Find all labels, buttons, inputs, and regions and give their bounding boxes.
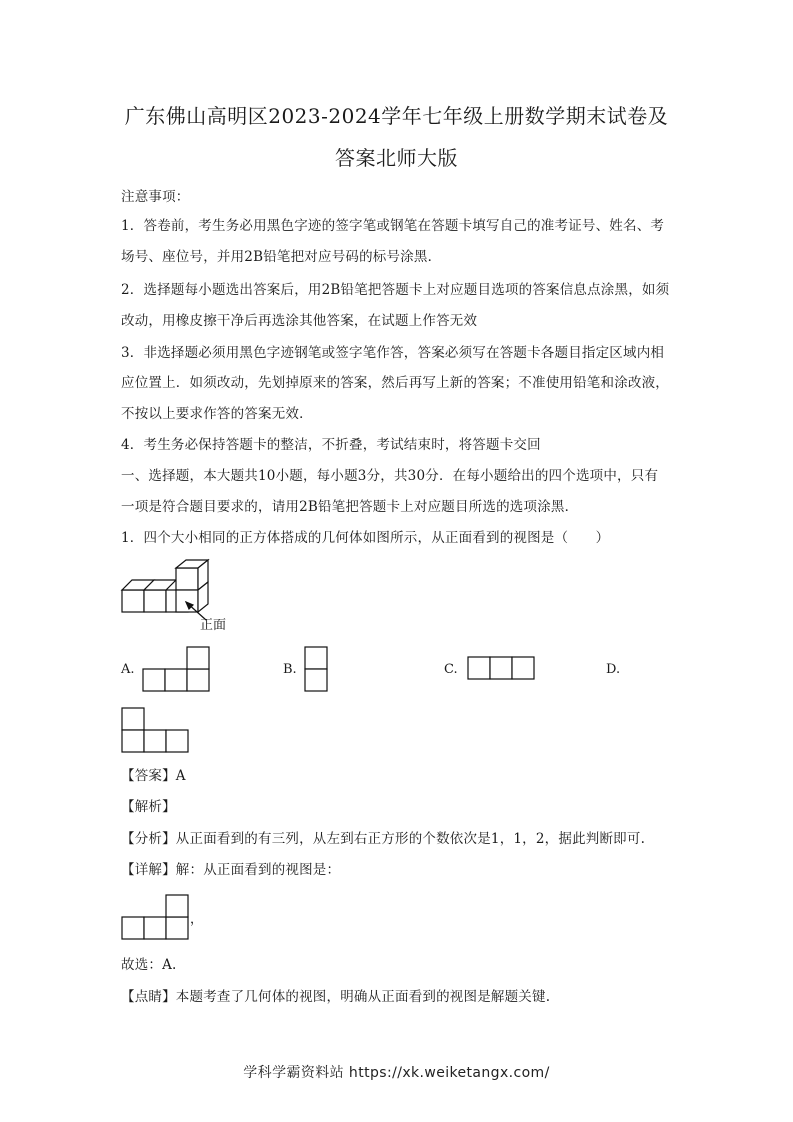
- detail-line: 【详解】解：从正面看到的视图是：: [121, 862, 341, 878]
- comment-line: 【点睛】本题考查了几何体的视图，明确从正面看到的视图是解题关键.: [121, 989, 551, 1005]
- conclusion-line: 故选：A.: [121, 957, 177, 973]
- notice-line-4: 改动，用橡皮擦干净后再选涂其他答案，在试题上作答无效: [121, 313, 478, 329]
- option-d-figure: [120, 706, 192, 754]
- option-c-figure: [466, 655, 538, 683]
- title-line-2: 答案北师大版: [335, 146, 458, 170]
- option-a-figure: [142, 645, 212, 693]
- option-c-label: C.: [444, 662, 458, 677]
- detail-comma: ，: [190, 912, 204, 927]
- analysis-line: 【分析】从正面看到的有三列，从左到右正方形的个数依次是1，1，2，据此判断即可.: [121, 831, 646, 847]
- footer-watermark: 学科学霸资料站 https://xk.weiketangx.com/: [243, 1065, 550, 1081]
- front-label: 正面: [200, 618, 227, 633]
- notice-line-3: 2．选择题每小题选出答案后，用2B铅笔把答题卡上对应题目选项的答案信息点涂黑，如须: [121, 282, 670, 298]
- notice-heading: 注意事项：: [121, 189, 190, 205]
- answer-line: 【答案】A: [121, 768, 186, 784]
- option-b-figure: [303, 645, 331, 693]
- option-d-label: D.: [606, 662, 621, 677]
- analysis-heading: 【解析】: [121, 799, 176, 815]
- notice-line-5: 3．非选择题必须用黑色字迹钢笔或签字笔作答，答案必须写在答题卡各题目指定区域内相: [121, 345, 665, 361]
- notice-line-2: 场号、座位号，并用2B铅笔把对应号码的标号涂黑．: [121, 249, 442, 265]
- section-line-1: 一、选择题，本大题共10小题，每小题3分，共30分．在每小题给出的四个选项中，只有: [121, 468, 659, 484]
- section-line-2: 一项是符合题目要求的，请用2B铅笔把答题卡上对应题目所选的选项涂黑．: [121, 499, 579, 515]
- notice-line-8: 4．考生务必保持答题卡的整洁，不折叠，考试结束时，将答题卡交回: [121, 437, 541, 453]
- notice-line-7: 不按以上要求作答的答案无效．: [121, 406, 313, 422]
- option-a-label: A.: [121, 662, 135, 677]
- notice-line-1: 1．答卷前，考生务必用黑色字迹的签字笔或钢笔在答题卡填写自己的准考证号、姓名、考: [121, 218, 665, 234]
- title-line-1: 广东佛山高明区2023-2024学年七年级上册数学期末试卷及: [124, 104, 669, 128]
- detail-figure: [120, 893, 192, 941]
- option-b-label: B.: [283, 662, 297, 677]
- notice-line-6: 应位置上．如须改动，先划掉原来的答案，然后再写上新的答案；不准使用铅笔和涂改液，: [121, 375, 669, 391]
- question-1-stem: 1．四个大小相同的正方体搭成的几何体如图所示，从正面看到的视图是（ ）: [121, 530, 610, 546]
